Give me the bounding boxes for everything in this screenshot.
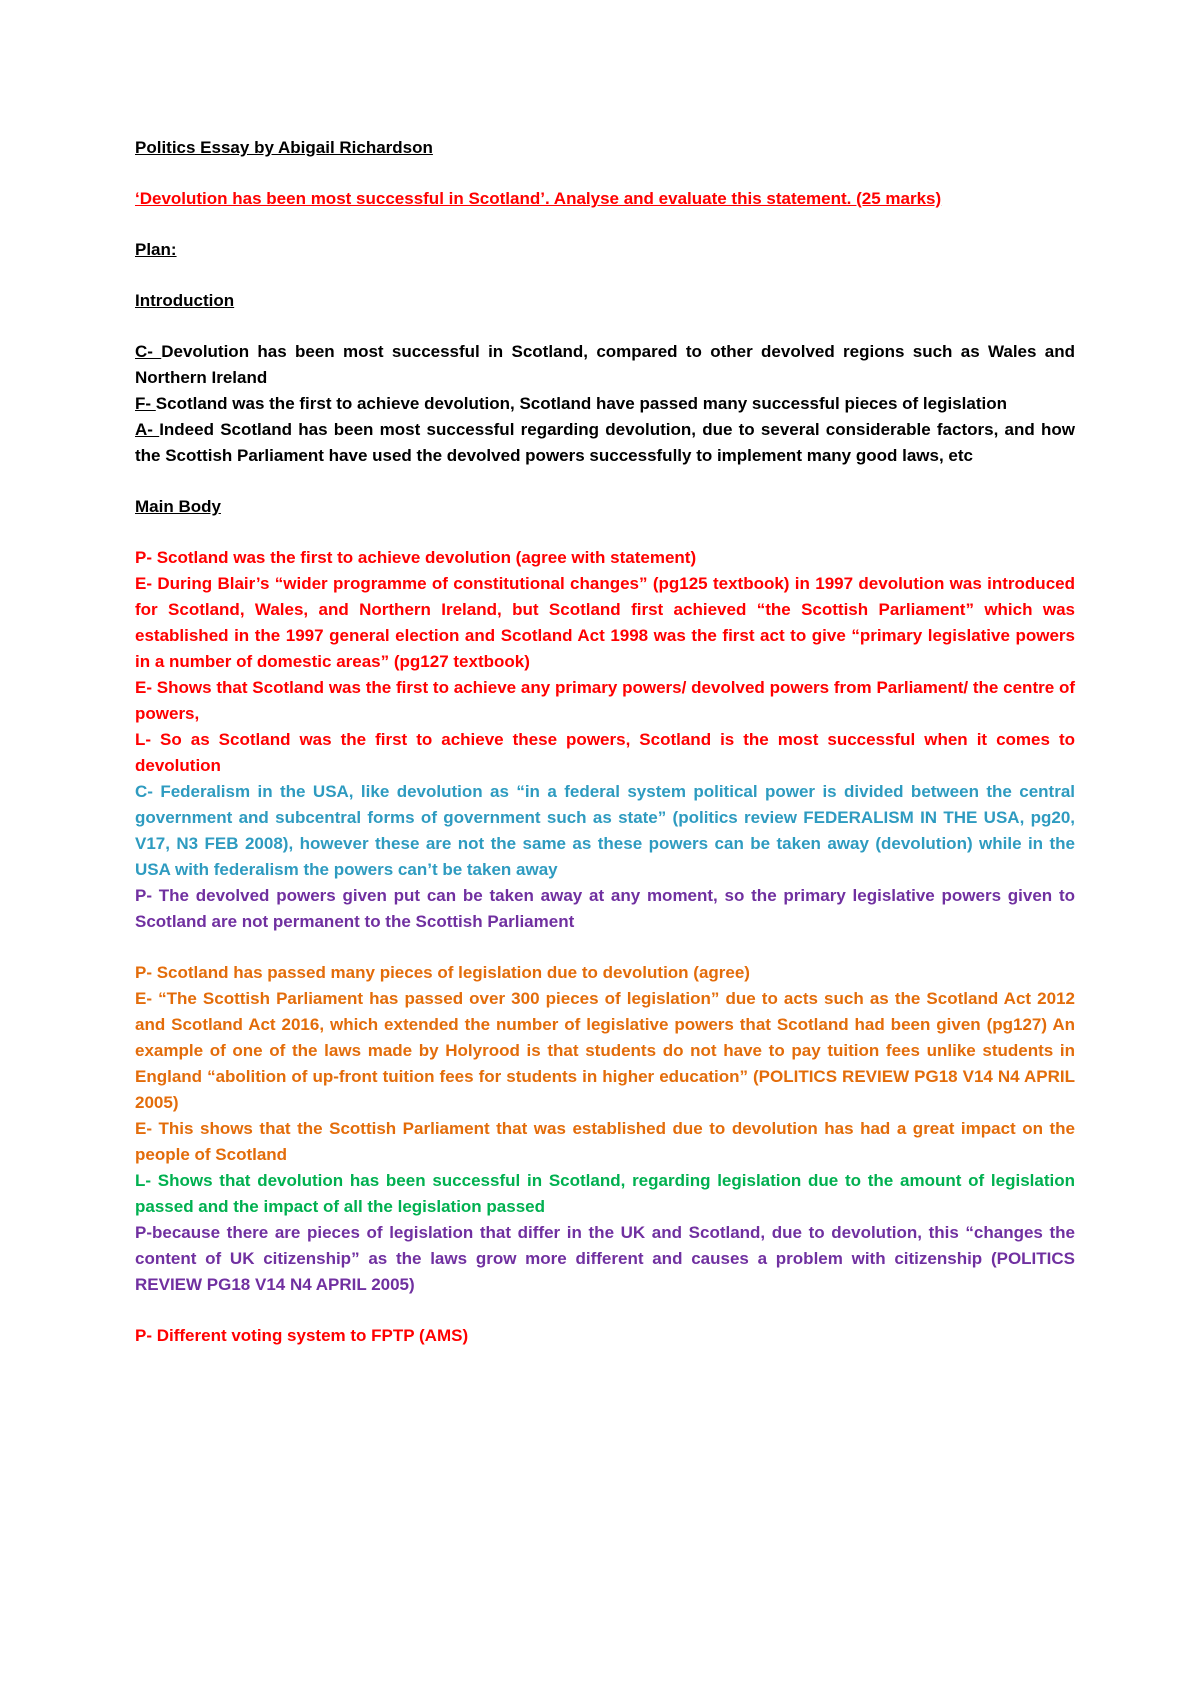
- plan-heading-block: [135, 237, 1075, 263]
- introduction-heading-block: [135, 288, 1075, 314]
- text-run: E- “The Scottish Parliament has passed over 300 pieces of legislation” due to acts such as the Scotland Act 2012 and Scotland Act 2016, which extended the number of legislative powers that Scotland had been given (pg127) An example of one of the laws made by Holyrood is that students do not have to pay tuition fees unlike students in England “abolition of up-front tuition fees for students in higher education” (POLITICS REVIEW PG18 V14 N4 APRIL 2005): [135, 989, 1075, 1112]
- intro-focus-item: [135, 391, 1075, 417]
- text-run: L- Shows that devolution has been successful in Scotland, regarding legislation due to the amount of legislation passed and the impact of all the legislation passed: [135, 1171, 1075, 1216]
- text-run: Introduction: [135, 291, 235, 310]
- text-run: Devolution has been most successful in Scotland, compared to other devolved regions such as Wales and Northern Ireland: [135, 342, 1075, 387]
- intro-context-item: [135, 339, 1075, 391]
- document-body: [135, 135, 1075, 1349]
- main-body-heading: [135, 494, 1075, 520]
- text-run: C- Federalism in the USA, like devolution as “in a federal system political power is divided between the central government and subcentral forms of government such as state” (politics review FEDERALISM IN THE USA, pg20, V17, N3 FEB 2008), however these are not the same as these powers can be taken away (devolution) while in the USA with federalism the powers can’t be taken away: [135, 782, 1075, 879]
- final-point-block: [135, 1323, 1075, 1349]
- text-run: Indeed Scotland has been most successful regarding devolution, due to several considerable factors, and how the Scottish Parliament have used the devolved powers successfully to implement many good laws, etc: [135, 420, 1075, 465]
- link-legislation-success: [135, 1168, 1075, 1220]
- text-run: E- Shows that Scotland was the first to achieve any primary powers/ devolved powers from Parliament/ the centre of powers,: [135, 678, 1075, 723]
- intro-argument-item: [135, 417, 1075, 469]
- text-run: Scotland was the first to achieve devolution, Scotland have passed many successful pieces of legislation: [155, 394, 1007, 413]
- explain-impact-on-people: [135, 1116, 1075, 1168]
- point-legislation-passed: [135, 960, 1075, 986]
- introduction-plan-block: [135, 339, 1075, 469]
- text-run: Plan:: [135, 240, 177, 259]
- question-title-block: [135, 186, 1075, 212]
- text-run: E- During Blair’s “wider programme of constitutional changes” (pg125 textbook) in 1997 devolution was introduced for Scotland, Wales, and Northern Ireland, but Scotland first achieved “the Scottish Parliament” which was established in the 1997 general election and Scotland Act 1998 was the first act to give “primary legislative powers in a number of domestic areas” (pg127 textbook): [135, 574, 1075, 671]
- essay-title-block: [135, 135, 1075, 161]
- plan-heading: [135, 237, 1075, 263]
- text-run: L- So as Scotland was the first to achieve these powers, Scotland is the most successful when it comes to devolution: [135, 730, 1075, 775]
- text-run: P- Scotland was the first to achieve devolution (agree with statement): [135, 548, 697, 567]
- evidence-blair-programme: [135, 571, 1075, 675]
- text-run: P- The devolved powers given put can be taken away at any moment, so the primary legislative powers given to Scotland are not permanent to the Scottish Parliament: [135, 886, 1075, 931]
- peel-block-1: [135, 545, 1075, 935]
- text-run: P- Different voting system to FPTP (AMS): [135, 1326, 469, 1345]
- text-run: C-: [135, 342, 162, 361]
- context-federalism-usa: [135, 779, 1075, 883]
- text-run: Politics Essay by Abigail Richardson: [135, 138, 433, 157]
- text-run: P-because there are pieces of legislation that differ in the UK and Scotland, due to devolution, this “changes the content of UK citizenship” as the laws grow more different and causes a problem with citizenship (POLITICS REVIEW PG18 V14 N4 APRIL 2005): [135, 1223, 1075, 1294]
- point-powers-not-permanent: [135, 883, 1075, 935]
- point-voting-system: [135, 1323, 1075, 1349]
- evidence-300-pieces: [135, 986, 1075, 1116]
- point-first-devolution: [135, 545, 1075, 571]
- main-body-heading-block: [135, 494, 1075, 520]
- text-run: P- Scotland has passed many pieces of legislation due to devolution (agree): [135, 963, 750, 982]
- text-run: E- This shows that the Scottish Parliament that was established due to devolution has had a great impact on the people of Scotland: [135, 1119, 1075, 1164]
- peel-block-2: [135, 960, 1075, 1298]
- text-run: ‘Devolution has been most successful in Scotland’. Analyse and evaluate this statement. (25 marks): [135, 189, 942, 208]
- introduction-heading: [135, 288, 1075, 314]
- explain-first-powers: [135, 675, 1075, 727]
- text-run: Main Body: [135, 497, 221, 516]
- point-citizenship-problem: [135, 1220, 1075, 1298]
- text-run: A-: [135, 420, 160, 439]
- question-title: [135, 186, 1075, 212]
- text-run: F-: [135, 394, 156, 413]
- essay-title: [135, 135, 1075, 161]
- link-first-powers: [135, 727, 1075, 779]
